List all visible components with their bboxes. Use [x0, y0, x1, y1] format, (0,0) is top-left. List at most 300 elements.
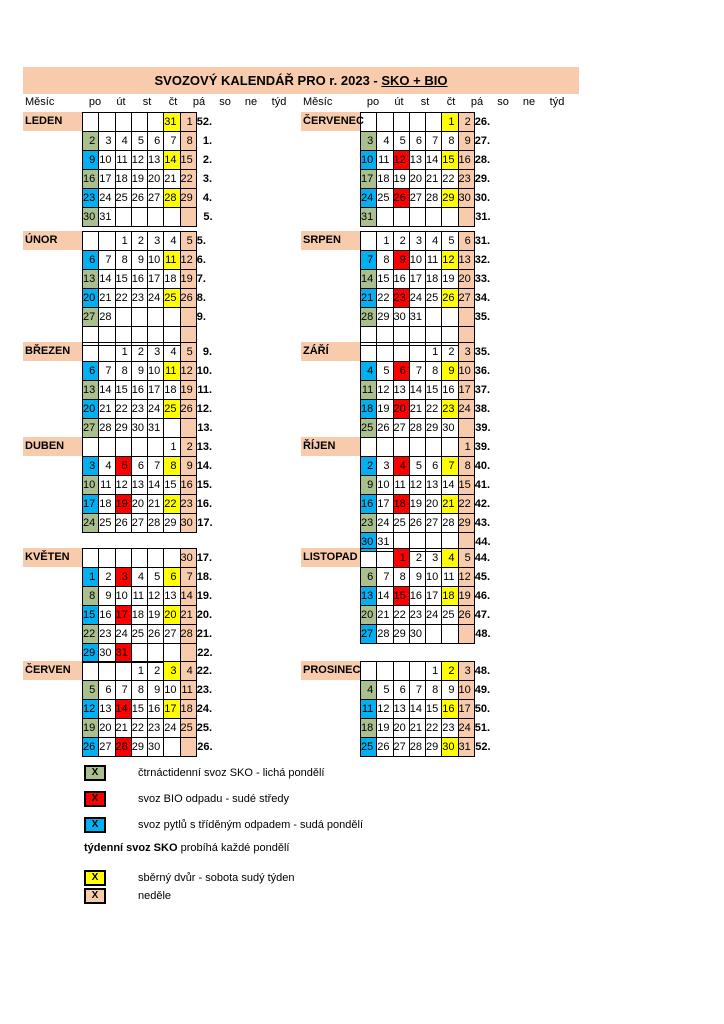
- week-number: 48.: [474, 664, 491, 677]
- day-header-čt: čt: [446, 96, 456, 108]
- day-cell: 22: [442, 170, 458, 189]
- day-cell: 21: [148, 495, 164, 514]
- day-cell: 29: [377, 308, 393, 327]
- day-cell: 2: [131, 232, 147, 251]
- week-number: 23.: [196, 683, 213, 696]
- day-cell: 21: [164, 170, 180, 189]
- week-number: 8.: [196, 291, 206, 304]
- day-cell: 4: [164, 232, 180, 251]
- day-cell: 9: [131, 362, 147, 381]
- day-cell: [377, 208, 393, 227]
- week-number: 39.: [474, 440, 491, 453]
- day-cell: 22: [83, 625, 99, 644]
- day-cell: 20: [99, 719, 115, 738]
- month-grid: [360, 231, 494, 346]
- day-cell: 14: [409, 381, 425, 400]
- day-cell: 16: [148, 700, 164, 719]
- day-cell: 20: [458, 270, 474, 289]
- week-row: [83, 132, 216, 151]
- day-cell: 12: [377, 700, 393, 719]
- week-row: [361, 232, 494, 251]
- day-cell: [393, 343, 409, 362]
- day-cell: 29: [393, 625, 409, 644]
- week-number: 38.: [474, 402, 491, 415]
- month-grid: [360, 437, 494, 552]
- day-cell: [148, 208, 164, 227]
- day-cell: 8: [426, 681, 442, 700]
- day-cell: 12: [442, 251, 458, 270]
- day-cell: 7: [409, 362, 425, 381]
- day-cell: 23: [148, 719, 164, 738]
- day-cell: 9: [393, 251, 409, 270]
- week-row: [361, 625, 494, 644]
- day-cell: 16: [393, 270, 409, 289]
- day-cell: 18: [426, 270, 442, 289]
- day-cell: 23: [83, 189, 99, 208]
- day-cell: 16: [83, 170, 99, 189]
- day-cell: [377, 662, 393, 681]
- day-cell: 25: [164, 289, 180, 308]
- day-cell: 27: [409, 189, 425, 208]
- week-number: 9.: [202, 345, 213, 358]
- legend-text: sběrný dvůr - sobota sudý týden: [138, 872, 295, 884]
- day-cell: 15: [164, 476, 180, 495]
- day-cell: 23: [131, 289, 147, 308]
- day-cell: 18: [180, 700, 196, 719]
- day-cell: 4: [393, 457, 409, 476]
- day-cell: 5: [377, 362, 393, 381]
- day-cell: [115, 662, 131, 681]
- day-cell: [361, 343, 377, 362]
- day-cell: 21: [99, 289, 115, 308]
- day-cell: 10: [409, 251, 425, 270]
- day-cell: 26: [180, 400, 196, 419]
- day-cell: 16: [131, 270, 147, 289]
- week-number: 10.: [196, 364, 213, 377]
- day-cell: [148, 644, 164, 663]
- day-cell: 3: [164, 662, 180, 681]
- calendar-title: [23, 67, 579, 94]
- day-cell: 26: [83, 738, 99, 757]
- day-cell: [458, 625, 474, 644]
- title-suffix: SKO + BIO: [381, 73, 448, 88]
- day-cell: 11: [164, 362, 180, 381]
- month-name: ÚNOR: [23, 231, 83, 250]
- month-grid: [82, 231, 210, 346]
- day-cell: 29: [426, 738, 442, 757]
- day-cell: [458, 419, 474, 438]
- day-cell: [180, 308, 196, 327]
- week-number: 35.: [474, 310, 491, 323]
- day-cell: [361, 113, 377, 132]
- day-cell: 5: [393, 132, 409, 151]
- week-number: 22.: [197, 646, 213, 659]
- day-cell: 1: [426, 343, 442, 362]
- day-cell: 17: [148, 381, 164, 400]
- day-cell: [409, 208, 425, 227]
- week-number: 42.: [474, 497, 491, 510]
- day-cell: 21: [409, 400, 425, 419]
- day-cell: 24: [83, 514, 99, 533]
- day-cell: 30: [180, 549, 196, 568]
- day-cell: 28: [409, 738, 425, 757]
- day-cell: 25: [442, 606, 458, 625]
- week-row: [361, 381, 494, 400]
- week-row: [83, 270, 210, 289]
- day-cell: 16: [361, 495, 377, 514]
- week-number: 14.: [196, 459, 213, 472]
- month-name: LISTOPAD: [301, 548, 361, 567]
- day-cell: [164, 549, 180, 568]
- day-cell: 11: [361, 381, 377, 400]
- day-cell: 7: [442, 457, 458, 476]
- day-cell: 6: [99, 681, 115, 700]
- day-cell: 13: [83, 381, 99, 400]
- day-cell: 9: [180, 457, 196, 476]
- day-cell: 31: [458, 738, 474, 757]
- day-cell: 10: [458, 362, 474, 381]
- day-cell: 26: [377, 738, 393, 757]
- week-number: 41.: [474, 478, 491, 491]
- day-cell: 15: [83, 606, 99, 625]
- month-grid: [82, 548, 216, 663]
- day-header-út: út: [394, 96, 404, 108]
- day-cell: 29: [442, 189, 458, 208]
- week-row: [361, 495, 494, 514]
- week-row: [83, 362, 216, 381]
- week-number: 33.: [474, 272, 491, 285]
- day-cell: 22: [426, 400, 442, 419]
- day-cell: [115, 438, 131, 457]
- day-cell: 2: [442, 662, 458, 681]
- day-cell: 24: [164, 719, 180, 738]
- day-cell: 30: [83, 208, 99, 227]
- day-cell: 1: [164, 438, 180, 457]
- day-cell: 30: [180, 514, 196, 533]
- week-row: [83, 438, 216, 457]
- day-cell: 18: [164, 381, 180, 400]
- day-cell: 31: [377, 533, 393, 552]
- day-cell: 14: [377, 587, 393, 606]
- day-cell: 25: [99, 514, 115, 533]
- week-row: [83, 644, 216, 663]
- day-cell: [393, 208, 409, 227]
- day-cell: [99, 549, 115, 568]
- day-cell: 16: [442, 700, 458, 719]
- week-row: [361, 251, 494, 270]
- day-cell: 3: [377, 457, 393, 476]
- week-row: [83, 549, 216, 568]
- day-cell: 2: [99, 568, 115, 587]
- day-cell: 5: [115, 457, 131, 476]
- week-row: [83, 587, 216, 606]
- day-cell: 10: [115, 587, 131, 606]
- day-cell: 27: [131, 514, 147, 533]
- day-cell: 30: [393, 308, 409, 327]
- day-cell: [148, 308, 164, 327]
- day-cell: 7: [180, 568, 196, 587]
- day-cell: 28: [99, 308, 115, 327]
- day-cell: 3: [83, 457, 99, 476]
- day-cell: 24: [115, 625, 131, 644]
- day-cell: 15: [442, 151, 458, 170]
- day-cell: [83, 662, 99, 681]
- month-grid: [82, 661, 216, 757]
- week-number: 47.: [474, 608, 491, 621]
- day-cell: 3: [458, 662, 474, 681]
- month-name: ČERVEN: [23, 661, 83, 680]
- week-number: 34.: [474, 291, 491, 304]
- week-row: [361, 362, 494, 381]
- week-number: 26.: [474, 115, 491, 128]
- day-cell: 12: [148, 587, 164, 606]
- day-cell: [115, 549, 131, 568]
- day-cell: 22: [180, 170, 196, 189]
- day-cell: 28: [180, 625, 196, 644]
- day-cell: 4: [131, 568, 147, 587]
- day-cell: 21: [409, 719, 425, 738]
- day-cell: 13: [458, 251, 474, 270]
- day-cell: 27: [164, 625, 180, 644]
- day-cell: 20: [409, 170, 425, 189]
- day-cell: 1: [180, 113, 196, 132]
- day-cell: 8: [180, 132, 196, 151]
- month-name: ČERVENEC: [301, 112, 361, 131]
- day-cell: 20: [393, 719, 409, 738]
- week-number: 31.: [475, 210, 491, 223]
- day-cell: 16: [458, 151, 474, 170]
- day-cell: 28: [164, 189, 180, 208]
- month-name: KVĚTEN: [23, 548, 83, 567]
- day-cell: 26: [377, 419, 393, 438]
- day-cell: 16: [99, 606, 115, 625]
- day-header-st: st: [142, 96, 152, 108]
- day-cell: [115, 208, 131, 227]
- day-cell: 9: [83, 151, 99, 170]
- day-cell: 7: [409, 681, 425, 700]
- day-cell: 18: [115, 170, 131, 189]
- day-cell: 15: [115, 381, 131, 400]
- day-cell: 11: [361, 700, 377, 719]
- week-number: 2.: [202, 153, 213, 166]
- day-cell: 20: [131, 495, 147, 514]
- legend-swatch: X: [84, 765, 106, 781]
- day-cell: 27: [83, 419, 99, 438]
- day-cell: [83, 438, 99, 457]
- month-name: SRPEN: [301, 231, 361, 250]
- day-cell: 21: [442, 495, 458, 514]
- day-cell: 12: [180, 251, 196, 270]
- day-cell: 1: [377, 232, 393, 251]
- day-cell: 31: [361, 208, 377, 227]
- day-cell: 19: [180, 270, 196, 289]
- day-cell: [442, 625, 458, 644]
- day-cell: 24: [458, 719, 474, 738]
- day-cell: 1: [458, 438, 474, 457]
- day-cell: [180, 419, 196, 438]
- day-cell: 25: [361, 419, 377, 438]
- week-number: 44.: [474, 551, 491, 564]
- day-cell: 19: [377, 719, 393, 738]
- day-cell: 8: [164, 457, 180, 476]
- day-cell: 29: [426, 419, 442, 438]
- week-number: 4.: [202, 191, 213, 204]
- day-cell: [164, 644, 180, 663]
- day-cell: 29: [83, 644, 99, 663]
- day-cell: [148, 438, 164, 457]
- day-cell: 20: [164, 606, 180, 625]
- week-number: 27.: [474, 134, 491, 147]
- day-cell: 23: [131, 400, 147, 419]
- day-cell: 10: [458, 681, 474, 700]
- day-cell: 7: [99, 362, 115, 381]
- day-cell: 12: [393, 151, 409, 170]
- day-cell: 7: [377, 568, 393, 587]
- day-cell: 19: [148, 606, 164, 625]
- day-cell: [426, 308, 442, 327]
- week-number: 11.: [197, 383, 213, 396]
- day-cell: [393, 113, 409, 132]
- day-cell: 18: [442, 587, 458, 606]
- week-row: [83, 514, 216, 533]
- day-cell: 5: [180, 232, 196, 251]
- week-row: [83, 343, 216, 362]
- day-cell: [409, 662, 425, 681]
- day-cell: [99, 343, 115, 362]
- day-cell: 8: [115, 251, 131, 270]
- day-cell: 22: [131, 719, 147, 738]
- day-cell: 17: [115, 606, 131, 625]
- week-number: 49.: [474, 683, 491, 696]
- week-row: [361, 419, 494, 438]
- day-cell: 9: [458, 132, 474, 151]
- title-prefix: SVOZOVÝ KALENDÁŘ PRO r. 2023 -: [154, 73, 378, 88]
- day-cell: [164, 308, 180, 327]
- day-cell: 10: [148, 362, 164, 381]
- day-cell: 25: [361, 738, 377, 757]
- day-cell: 20: [83, 400, 99, 419]
- day-cell: 29: [180, 189, 196, 208]
- day-cell: [426, 438, 442, 457]
- day-cell: 30: [442, 738, 458, 757]
- day-cell: 23: [442, 400, 458, 419]
- weekly-note: [84, 842, 289, 854]
- weekly-note-rest: probíhá každé pondělí: [177, 842, 290, 854]
- day-cell: 7: [115, 681, 131, 700]
- day-cell: 13: [99, 700, 115, 719]
- day-cell: 9: [99, 587, 115, 606]
- day-cell: 7: [164, 132, 180, 151]
- week-row: [83, 381, 216, 400]
- day-cell: 6: [426, 457, 442, 476]
- day-cell: 20: [426, 495, 442, 514]
- day-cell: 5: [131, 132, 147, 151]
- day-cell: [409, 438, 425, 457]
- day-cell: [131, 438, 147, 457]
- day-cell: [164, 738, 180, 757]
- day-cell: 2: [393, 232, 409, 251]
- week-row: [361, 132, 494, 151]
- day-cell: 18: [164, 270, 180, 289]
- day-cell: 26: [458, 606, 474, 625]
- month-name: PROSINEC: [301, 661, 361, 680]
- day-cell: 19: [458, 587, 474, 606]
- week-row: [361, 587, 494, 606]
- day-header-pá: pá: [470, 96, 484, 108]
- week-row: [83, 308, 210, 327]
- day-cell: 5: [180, 343, 196, 362]
- day-cell: 8: [426, 362, 442, 381]
- day-cell: 3: [99, 132, 115, 151]
- day-cell: 25: [393, 514, 409, 533]
- week-row: [361, 400, 494, 419]
- day-cell: [442, 308, 458, 327]
- day-cell: 16: [442, 381, 458, 400]
- day-cell: 27: [426, 514, 442, 533]
- day-cell: [409, 113, 425, 132]
- day-cell: 1: [393, 549, 409, 568]
- week-number: 7.: [196, 272, 206, 285]
- month-header: Měsíc: [303, 96, 333, 108]
- day-cell: 28: [361, 308, 377, 327]
- day-cell: 6: [83, 362, 99, 381]
- day-cell: 24: [361, 189, 377, 208]
- day-cell: 20: [83, 289, 99, 308]
- day-cell: 27: [148, 189, 164, 208]
- day-cell: [377, 113, 393, 132]
- day-cell: 31: [148, 419, 164, 438]
- day-cell: 18: [361, 719, 377, 738]
- month-grid: [82, 112, 216, 227]
- day-cell: 26: [393, 189, 409, 208]
- day-cell: 7: [148, 457, 164, 476]
- week-row: [361, 662, 494, 681]
- day-cell: [131, 549, 147, 568]
- day-cell: 5: [377, 681, 393, 700]
- day-cell: 13: [426, 476, 442, 495]
- month-name: ŘÍJEN: [301, 437, 361, 456]
- day-cell: [148, 113, 164, 132]
- day-cell: 2: [442, 343, 458, 362]
- day-cell: 22: [426, 719, 442, 738]
- day-cell: 5: [442, 232, 458, 251]
- week-row: [83, 208, 216, 227]
- day-cell: 17: [377, 495, 393, 514]
- day-cell: 17: [458, 381, 474, 400]
- week-row: [83, 151, 216, 170]
- day-cell: 28: [148, 514, 164, 533]
- day-cell: 26: [180, 289, 196, 308]
- day-cell: 22: [458, 495, 474, 514]
- day-cell: 11: [393, 476, 409, 495]
- day-cell: 19: [83, 719, 99, 738]
- day-cell: 19: [377, 400, 393, 419]
- day-cell: 22: [115, 289, 131, 308]
- day-cell: [131, 644, 147, 663]
- week-row: [83, 625, 216, 644]
- day-cell: 13: [393, 700, 409, 719]
- day-cell: 7: [99, 251, 115, 270]
- legend-text: neděle: [138, 890, 172, 902]
- month-grid: [360, 661, 494, 757]
- week-number: 40.: [474, 459, 491, 472]
- week-number: 5.: [203, 210, 213, 223]
- week-row: [83, 719, 216, 738]
- week-row: [361, 719, 494, 738]
- day-cell: 25: [115, 189, 131, 208]
- week-number: 31.: [474, 234, 491, 247]
- day-cell: 17: [148, 270, 164, 289]
